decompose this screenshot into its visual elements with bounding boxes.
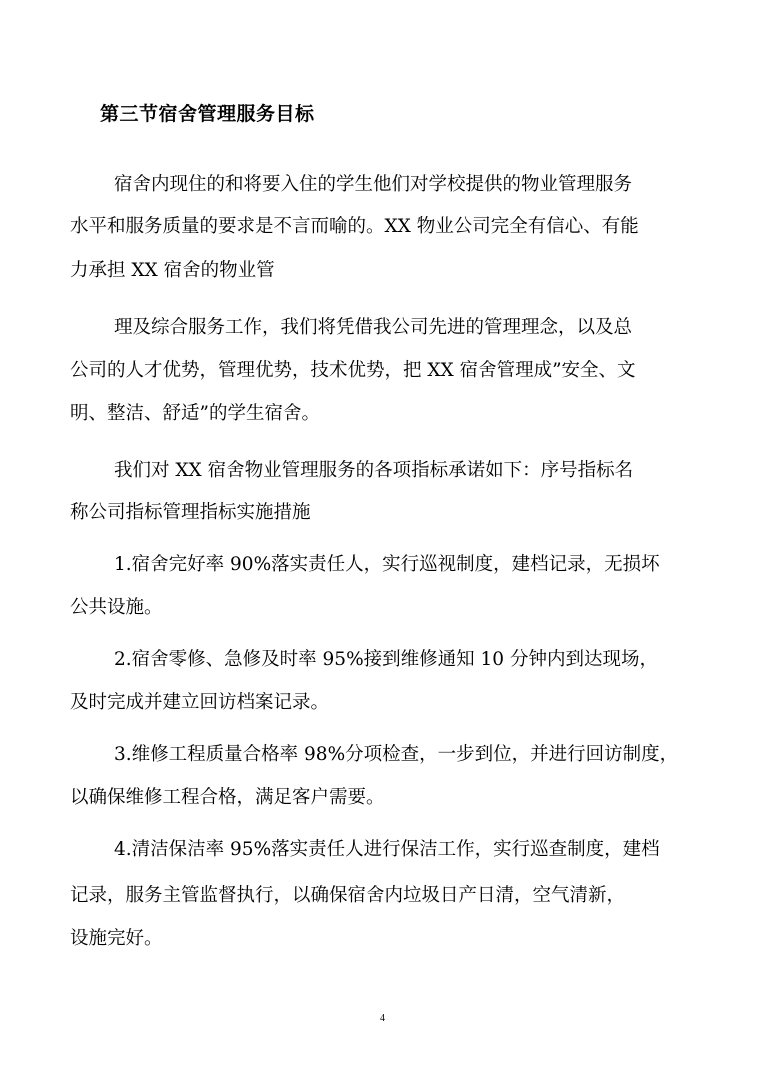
paragraph-2-line-3: 明、整洁、舒适”的学生宿舍。 xyxy=(70,403,320,424)
paragraph-2-line-1: 理及综合服务工作，我们将凭借我公司先进的管理理念，以及总 xyxy=(114,317,633,338)
paragraph-5-line-2: 及时完成并建立回访档案记录。 xyxy=(70,692,330,713)
paragraph-7-line-1: 4.清洁保洁率 95%落实责任人进行保洁工作，实行巡查制度，建档 xyxy=(114,839,660,860)
paragraph-2-line-2: 公司的人才优势，管理优势，技术优势，把 XX 宿舍管理成”安全、文 xyxy=(70,360,636,381)
paragraph-6-line-1: 3.维修工程质量合格率 98%分项检查，一步到位，并进行回访制度， xyxy=(114,744,679,765)
paragraph-1-line-1: 宿舍内现住的和将要入住的学生他们对学校提供的物业管理服务 xyxy=(114,174,633,195)
section-heading: 第三节宿舍管理服务目标 xyxy=(100,103,315,125)
paragraph-6-line-2: 以确保维修工程合格，满足客户需要。 xyxy=(70,787,385,808)
paragraph-3-line-1: 我们对 XX 宿舍物业管理服务的各项指标承诺如下：序号指标名 xyxy=(114,460,634,481)
page-number: 4 xyxy=(380,1013,385,1024)
paragraph-1-line-2: 水平和服务质量的要求是不言而喻的。XX 物业公司完全有信心、有能 xyxy=(70,216,639,237)
paragraph-7-line-3: 设施完好。 xyxy=(70,928,163,949)
paragraph-4-line-1: 1.宿舍完好率 90%落实责任人，实行巡视制度，建档记录，无损坏 xyxy=(114,554,660,575)
paragraph-7-line-2: 记录，服务主管监督执行，以确保宿舍内垃圾日产日清，空气清新， xyxy=(70,885,626,906)
paragraph-5-line-1: 2.宿舍零修、急修及时率 95%接到维修通知 10 分钟内到达现场， xyxy=(114,649,658,670)
paragraph-3-line-2: 称公司指标管理指标实施措施 xyxy=(70,502,311,523)
paragraph-1-line-3: 力承担 XX 宿舍的物业管 xyxy=(70,260,275,281)
paragraph-4-line-2: 公共设施。 xyxy=(70,597,163,618)
